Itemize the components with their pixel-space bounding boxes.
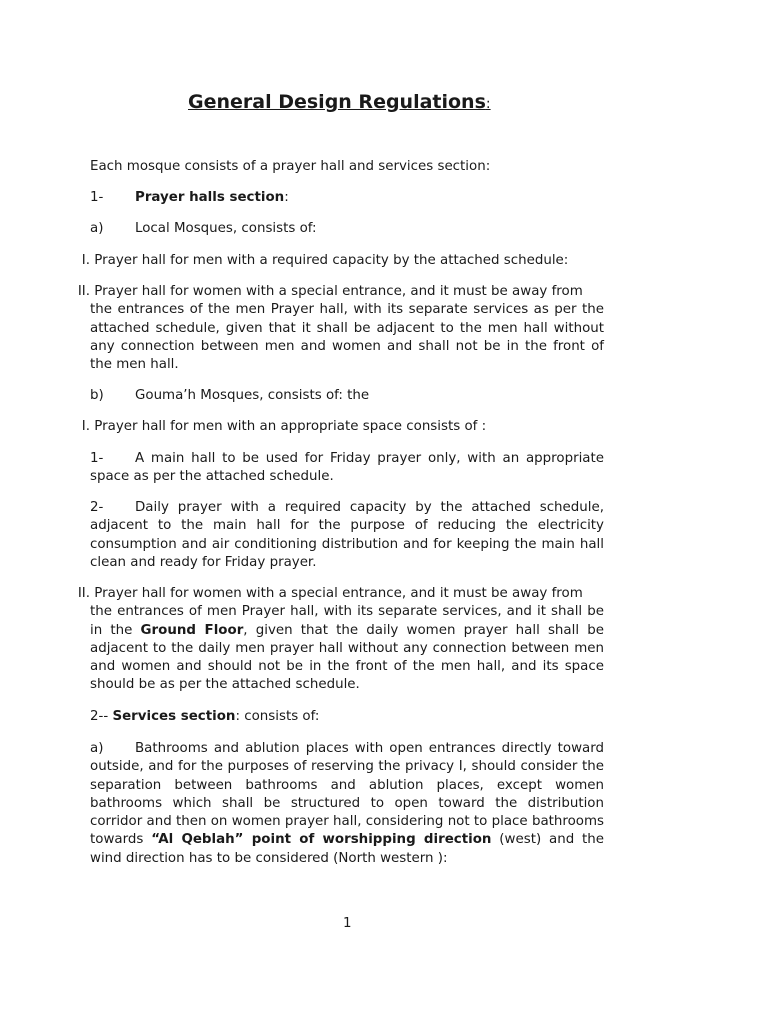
- gouma-item-ii: [70, 585, 604, 695]
- gouma-item-ii-first-line: [70, 585, 604, 603]
- local-mosques-marker: a): [90, 221, 104, 236]
- gouma-item-ii-number: II.: [77, 586, 90, 601]
- section-1-heading: [90, 189, 289, 207]
- local-item-i-text: Prayer hall for men with a required capacity by the attached schedule:: [94, 253, 569, 268]
- section-1-colon: :: [284, 190, 289, 205]
- local-mosques-item: [90, 220, 317, 238]
- local-item-ii-line1: Prayer hall for women with a special entrance, and it must be away from: [94, 284, 583, 299]
- local-item-i: [70, 252, 604, 270]
- gouma-subitem-2: [90, 499, 604, 572]
- local-item-ii-number: II.: [77, 284, 90, 299]
- gouma-subitem-1: [90, 450, 604, 487]
- section-2-number: 2--: [90, 709, 109, 724]
- services-item-a-text-a: Bathrooms and ablution places with open entrances directly toward outside, and for the purposes of reserving the privacy I, should consider the separation between bathrooms and ablution places, except women bathrooms which shall be structured to open toward the distribution corridor and then on women prayer hall, considering not to place bathrooms towards: [90, 741, 604, 848]
- gouma-subitem-1-number: 1-: [90, 451, 104, 466]
- gouma-subitem-1-text: A main hall to be used for Friday prayer only, with an appropriate space as per the attached schedule.: [90, 451, 604, 485]
- qeblah-emphasis: “Al Qeblah” point of worshipping direction: [151, 832, 492, 848]
- intro-paragraph: Each mosque consists of a prayer hall and services section:: [90, 159, 491, 174]
- services-item-a-text-b: (west) and the wind direction has to be considered (North western ):: [90, 832, 604, 866]
- local-item-ii: [70, 283, 604, 374]
- local-item-ii-first-line: [70, 283, 604, 301]
- gouma-subitem-2-number: 2-: [90, 500, 104, 515]
- gouma-item-i-text: Prayer hall for men with an appropriate space consists of :: [94, 419, 487, 434]
- services-item-a-marker: a): [90, 741, 104, 756]
- section-1-label: Prayer halls section: [135, 190, 285, 205]
- title-text: General Design Regulations: [188, 91, 486, 113]
- gouma-item-i-number: I.: [81, 419, 90, 434]
- services-item-a: [90, 740, 604, 868]
- ground-floor-emphasis: Ground Floor: [140, 622, 244, 638]
- section-1-number: 1-: [90, 190, 104, 205]
- gouma-mosques-marker: b): [90, 388, 104, 403]
- title-colon: :: [485, 96, 491, 112]
- section-2-label: Services section: [112, 709, 236, 724]
- local-item-i-number: I.: [81, 253, 90, 268]
- page-number: 1: [343, 916, 352, 931]
- gouma-mosques-text: Gouma’h Mosques, consists of: the: [135, 388, 370, 403]
- gouma-item-ii-rest: [90, 603, 604, 694]
- local-mosques-text: Local Mosques, consists of:: [135, 221, 317, 236]
- gouma-item-ii-rest-a: the entrances of men Prayer hall, with its separate services, and it shall be in the: [90, 604, 604, 638]
- section-2-heading: [90, 708, 319, 726]
- section-2-text: : consists of:: [235, 709, 320, 724]
- gouma-item-i: [70, 418, 604, 436]
- local-item-ii-rest: the entrances of the men Prayer hall, with its separate services as per the attached schedule, given that it shall be adjacent to the men hall without any connection between men and women and shall not be in the front of the men hall.: [90, 302, 604, 373]
- gouma-item-ii-rest-b: , given that the daily women prayer hall shall be adjacent to the daily men prayer hall without any connection between men and women and should not be in the front of the men hall, and its space should be as per the attached schedule.: [90, 622, 604, 693]
- gouma-mosques-item: [90, 387, 369, 405]
- gouma-subitem-2-text: Daily prayer with a required capacity by the attached schedule, adjacent to the main hall for the purpose of reducing the electricity consumption and air conditioning distribution and for keeping the main hall clean and ready for Friday prayer.: [90, 500, 604, 570]
- page-title: [188, 89, 491, 117]
- gouma-item-ii-line1: Prayer hall for women with a special entrance, and it must be away from: [94, 586, 583, 601]
